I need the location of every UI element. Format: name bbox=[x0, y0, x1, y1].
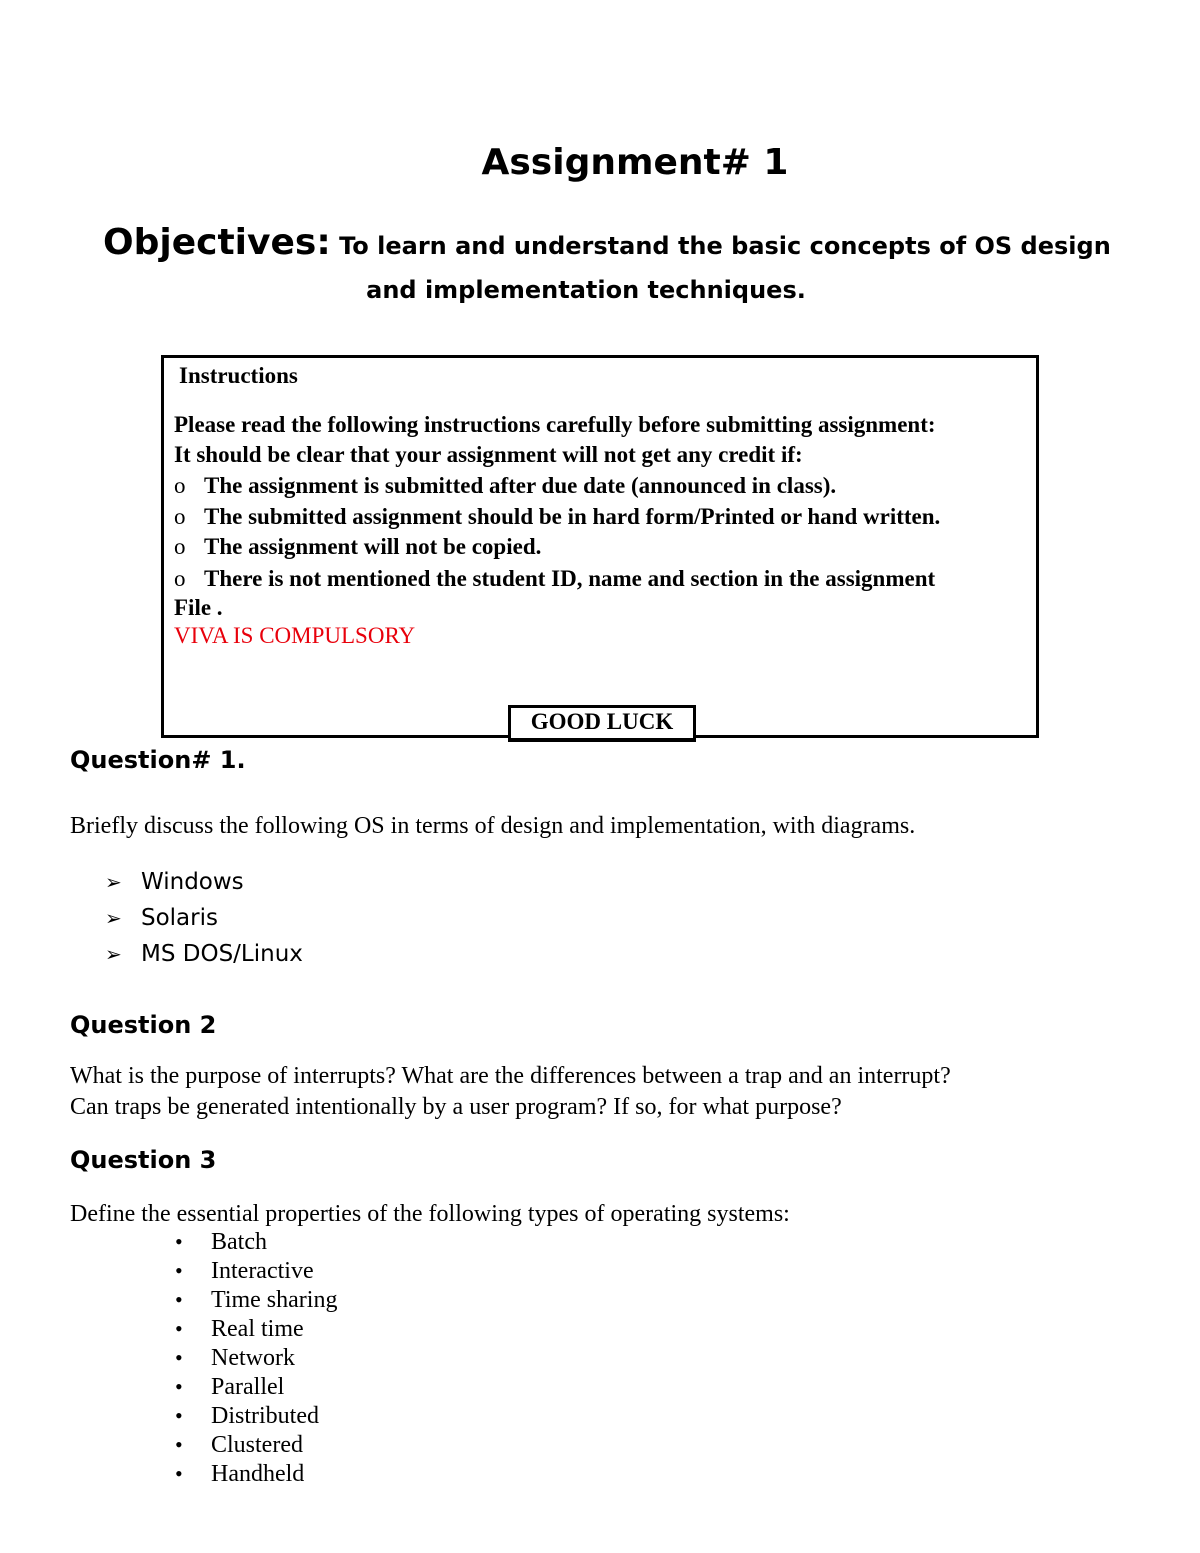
question-1-text: Briefly discuss the following OS in terms of design and implementation, with diagrams. bbox=[70, 813, 916, 839]
question-1-heading: Question# 1. bbox=[70, 746, 246, 774]
instructions-heading: Instructions bbox=[179, 363, 298, 388]
instruction-item: o The assignment will not be copied. bbox=[174, 534, 542, 559]
bullet-icon: • bbox=[175, 1287, 183, 1312]
instructions-intro-1: Please read the following instructions carefully before submitting assignment: bbox=[174, 412, 936, 437]
objectives-text-1: To learn and understand the basic concepts of OS design bbox=[339, 232, 1111, 260]
objectives-label: Objectives: bbox=[103, 222, 331, 263]
bullet-icon: • bbox=[175, 1403, 183, 1428]
list-item: ➢ MS DOS/Linux bbox=[105, 941, 303, 967]
bullet-icon: • bbox=[175, 1432, 183, 1457]
list-item: • Time sharing bbox=[175, 1287, 338, 1313]
viva-notice: VIVA IS COMPULSORY bbox=[174, 623, 416, 648]
list-item: • Handheld bbox=[175, 1461, 305, 1487]
list-item: ➢ Windows bbox=[105, 869, 244, 895]
circle-bullet-icon: o bbox=[174, 534, 186, 559]
instruction-item-continuation: File . bbox=[174, 595, 223, 620]
instructions-box bbox=[161, 355, 1039, 738]
list-item: ➢ Solaris bbox=[105, 905, 218, 931]
question-2-text-1: What is the purpose of interrupts? What are the differences between a trap and an interrupt? bbox=[70, 1063, 951, 1089]
circle-bullet-icon: o bbox=[174, 566, 186, 591]
good-luck-label: GOOD LUCK bbox=[508, 705, 696, 742]
question-2-text-2: Can traps be generated intentionally by a user program? If so, for what purpose? bbox=[70, 1094, 842, 1120]
bullet-icon: • bbox=[175, 1229, 183, 1254]
bullet-icon: • bbox=[175, 1258, 183, 1283]
bullet-icon: • bbox=[175, 1316, 183, 1341]
bullet-icon: • bbox=[175, 1461, 183, 1486]
list-item: • Parallel bbox=[175, 1374, 285, 1400]
circle-bullet-icon: o bbox=[174, 504, 186, 529]
instructions-intro-2: It should be clear that your assignment will not get any credit if: bbox=[174, 442, 803, 467]
arrow-bullet-icon: ➢ bbox=[105, 870, 122, 894]
bullet-icon: • bbox=[175, 1374, 183, 1399]
list-item: • Real time bbox=[175, 1316, 304, 1342]
list-item: • Distributed bbox=[175, 1403, 319, 1429]
objectives-line-1 bbox=[103, 222, 1111, 263]
question-2-heading: Question 2 bbox=[70, 1011, 217, 1039]
instruction-item: o The submitted assignment should be in hard form/Printed or hand written. bbox=[174, 504, 941, 529]
question-3-heading: Question 3 bbox=[70, 1146, 217, 1174]
arrow-bullet-icon: ➢ bbox=[105, 906, 122, 930]
list-item: • Clustered bbox=[175, 1432, 303, 1458]
list-item: • Network bbox=[175, 1345, 295, 1371]
arrow-bullet-icon: ➢ bbox=[105, 942, 122, 966]
objectives-text-2: and implementation techniques. bbox=[366, 276, 806, 304]
circle-bullet-icon: o bbox=[174, 473, 186, 498]
question-3-text: Define the essential properties of the following types of operating systems: bbox=[70, 1201, 790, 1227]
instruction-item: o The assignment is submitted after due date (announced in class). bbox=[174, 473, 837, 498]
instruction-item: o There is not mentioned the student ID, name and section in the assignment bbox=[174, 566, 936, 591]
list-item: • Batch bbox=[175, 1229, 267, 1255]
bullet-icon: • bbox=[175, 1345, 183, 1370]
list-item: • Interactive bbox=[175, 1258, 314, 1284]
document-title: Assignment# 1 bbox=[481, 142, 789, 183]
